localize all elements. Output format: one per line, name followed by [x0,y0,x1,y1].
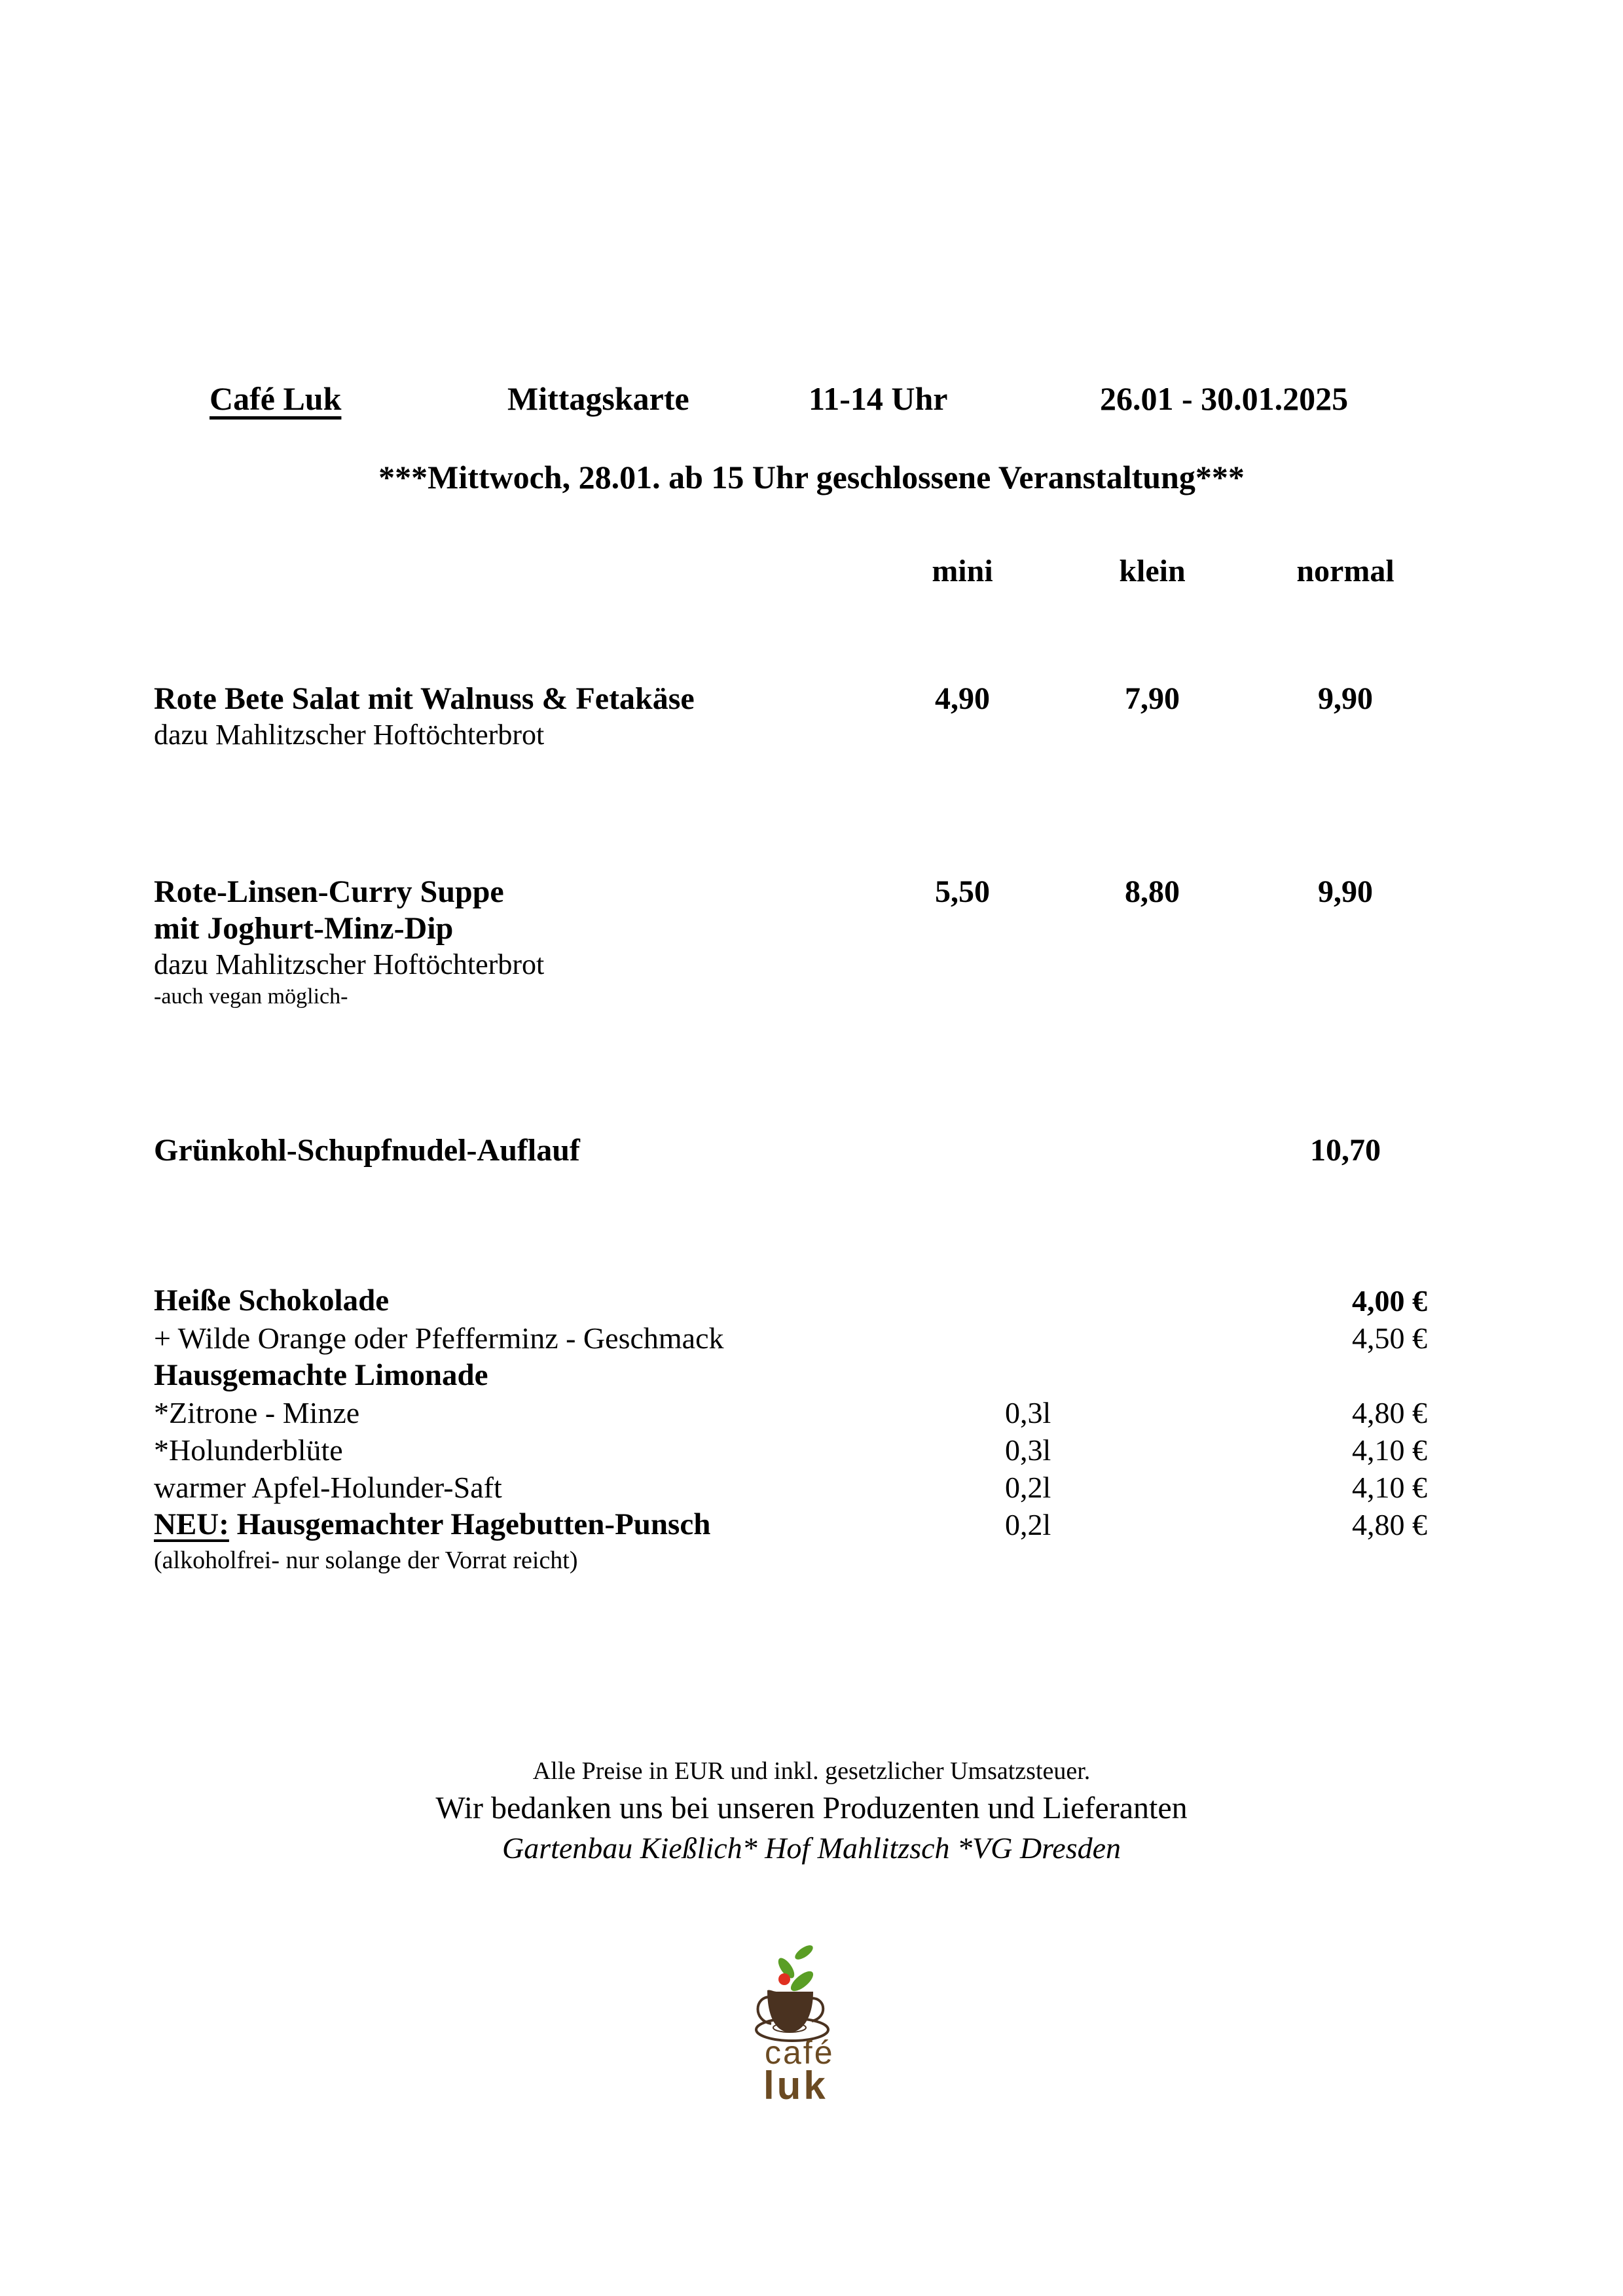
drink-volume: 0,3l [1005,1396,1051,1429]
drink-price: 4,00 € [1352,1284,1427,1318]
drink-row-punsch [154,1507,1470,1544]
drink-price: 4,10 € [1352,1433,1427,1467]
cafe-name: Café Luk [210,380,342,417]
date-range: 26.01 - 30.01.2025 [1100,380,1349,417]
drink-volume: 0,2l [1005,1471,1051,1504]
logo-word-cafe: café [765,2034,835,2071]
menu-header [154,380,1470,425]
punch-name: Hausgemachter Hagebutten-Punsch [228,1507,711,1541]
drink-volume: 0,3l [1005,1433,1051,1467]
drink-row [154,1320,1470,1357]
size-column-headers [0,553,1623,599]
drinks-section [154,1283,1470,1580]
dish-subtitle: dazu Mahlitzscher Hoftöchterbrot [154,719,545,751]
drink-price: 4,10 € [1352,1471,1427,1504]
punch-note-row [154,1544,1470,1580]
menu-item-salat [154,681,1470,753]
dish-price-normal: 10,70 [1310,1133,1381,1168]
dish-name: Grünkohl-Schupfnudel-Auflauf [154,1133,580,1168]
drink-row [154,1395,1470,1432]
tax-notice: Alle Preise in EUR und inkl. gesetzlicher Umsatzsteuer. [532,1757,1091,1785]
drink-volume: 0,2l [1005,1508,1051,1541]
drink-row [154,1432,1470,1469]
dish-price-normal: 9,90 [1318,874,1373,909]
drink-name: + Wilde Orange oder Pfefferminz - Geschmack [154,1321,724,1355]
dish-name-line2: mit Joghurt-Minz-Dip [154,911,454,946]
drink-price: 4,80 € [1352,1508,1427,1541]
serving-time: 11-14 Uhr [809,380,948,417]
drink-name: Heiße Schokolade [154,1283,390,1318]
drink-row [154,1469,1470,1507]
new-badge: NEU: [154,1507,229,1541]
menu-item-suppe [154,874,1470,1011]
dish-price-normal: 9,90 [1318,681,1373,716]
drink-name: *Zitrone - Minze [154,1396,360,1429]
dish-price-klein: 7,90 [1125,681,1180,716]
drink-category-limonade: Hausgemachte Limonade [154,1358,488,1392]
drink-name: warmer Apfel-Holunder-Saft [154,1471,502,1504]
dish-subtitle: dazu Mahlitzscher Hoftöchterbrot [154,948,545,980]
punch-note: (alkoholfrei- nur solange der Vorrat reicht) [154,1547,578,1574]
column-header-normal: normal [1296,554,1395,588]
drink-price: 4,80 € [1352,1396,1427,1429]
leaf-icon-top [793,1943,815,1962]
dish-note-vegan: -auch vegan möglich- [154,984,348,1009]
logo-word-luk: luk [763,2064,828,2108]
column-header-mini: mini [932,554,993,588]
dish-price-mini: 4,90 [935,681,990,716]
thanks-line: Wir bedanken uns bei unseren Produzenten und Lieferanten [435,1791,1188,1825]
menu-type-label: Mittagskarte [507,380,689,417]
drink-row [154,1283,1470,1320]
dish-name: Rote Bete Salat mit Walnuss & Fetakäse [154,681,695,716]
drink-price: 4,50 € [1352,1321,1427,1355]
berry-icon [778,1973,790,1985]
closing-announcement: ***Mittwoch, 28.01. ab 15 Uhr geschlossene Veranstaltung*** [378,459,1245,495]
dish-price-mini: 5,50 [935,874,990,909]
menu-item-auflauf [154,1132,1470,1169]
dish-price-klein: 8,80 [1125,874,1180,909]
column-header-klein: klein [1119,554,1186,588]
cup-handle-right [812,1998,823,2021]
drink-category-heading-row [154,1357,1470,1395]
dish-name: Rote-Linsen-Curry Suppe [154,874,504,909]
menu-footer [0,1754,1623,1868]
cafe-luk-logo [732,1934,889,2130]
suppliers-line: Gartenbau Kießlich* Hof Mahlitzsch *VG Dresden [501,1831,1122,1865]
drink-name [154,1507,710,1543]
drink-name: *Holunderblüte [154,1433,343,1467]
